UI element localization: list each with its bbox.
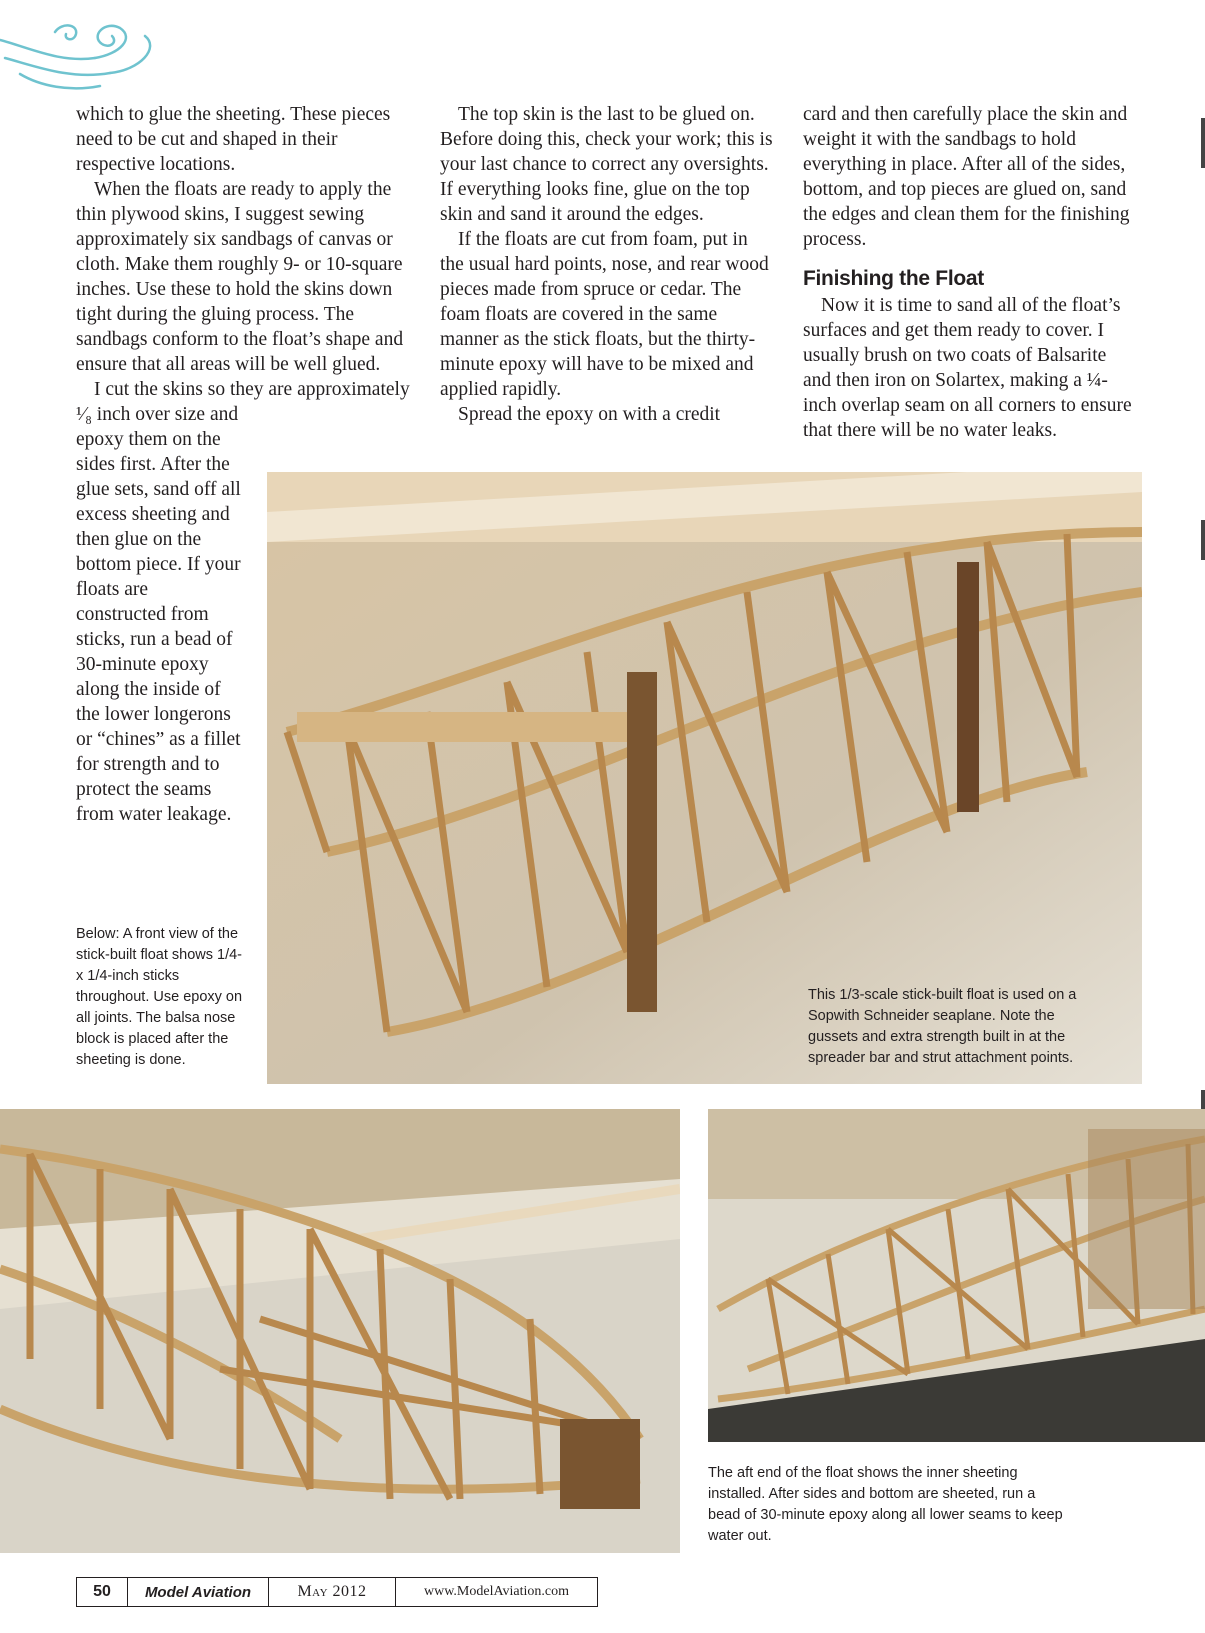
edge-mark [1201,520,1205,560]
paragraph: Now it is time to sand all of the float’s surfaces and get them ready to cover. I usually brush on two coats of Balsarite and then iron on Solartex, making a ¼-inch overlap seam on all corners to ensure that there will be no water leaks. [803,295,1132,441]
paragraph: which to glue the sheeting. These pieces need to be cut and shaped in their respective locations. [76,104,391,175]
float-aft-end-photo [708,1109,1205,1442]
section-heading: Finishing the Float [803,267,984,290]
paragraph: The top skin is the last to be glued on. Before doing this, check your work; this is your last chance to correct any oversights. If everything looks fine, glue on the top skin and sand it around the edges. [440,104,773,225]
edge-mark [1201,118,1205,168]
caption-front-view: Below: A front view of the stick-built float shows 1/4- x 1/4-inch sticks throughout. Use epoxy on all joints. The balsa nose block is placed after the sheeting is done. [76,926,243,1068]
paragraph: If the floats are cut from foam, put in the usual hard points, nose, and rear wood pieces made from spruce or cedar. The foam floats are covered in the same manner as the stick floats, but the thirty-minute epoxy will have to be mixed and applied rapidly. [440,229,769,400]
text-column-3 [803,102,1138,443]
website-url[interactable]: www.ModelAviation.com [423,1584,570,1599]
float-front-view-photo [0,1109,680,1553]
text-column-2 [440,102,775,427]
paragraph: Spread the epoxy on with a credit [458,404,721,425]
caption-aft-end: The aft end of the float shows the inner sheeting installed. After sides and bottom are sheeted, run a bead of 30-minute epoxy along all lower seams to keep water out. [708,1465,1063,1544]
page-number: 50 [77,1578,128,1606]
decorative-swirl-icon [0,18,160,98]
paragraph: I cut the skins so they are approximately ¹⁄₈ inch over size and [76,379,410,425]
magazine-name: Model Aviation [128,1578,269,1606]
paragraph: card and then carefully place the skin and weight it with the sandbags to hold everything in place. After all of the sides, bottom, and top pieces are glued on, sand the edges and clean them for the finishing process. [803,104,1130,250]
page-footer [76,1577,598,1607]
paragraph: When the floats are ready to apply the thin plywood skins, I suggest sewing approximately six sandbags of canvas or cloth. Make them roughly 9- or 10-square inches. Use these to hold the skins down tight during the gluing process. The sandbags conform to the float’s shape and ensure that all areas will be well glued. [76,179,404,375]
issue-date: May 2012 [269,1578,396,1606]
caption-main-photo: This 1/3-scale stick-built float is used on a Sopwith Schneider seaplane. Note the gussets and extra strength built in at the spreader bar and strut attachment points. [808,987,1077,1066]
paragraph: epoxy them on the sides first. After the glue sets, sand off all excess sheeting and then glue on the bottom piece. If your floats are constructed from sticks, run a bead of 30-minute epoxy along the inside of the lower longerons or “chines” as a fillet for strength and to protect the seams from water leakage. [76,429,241,825]
